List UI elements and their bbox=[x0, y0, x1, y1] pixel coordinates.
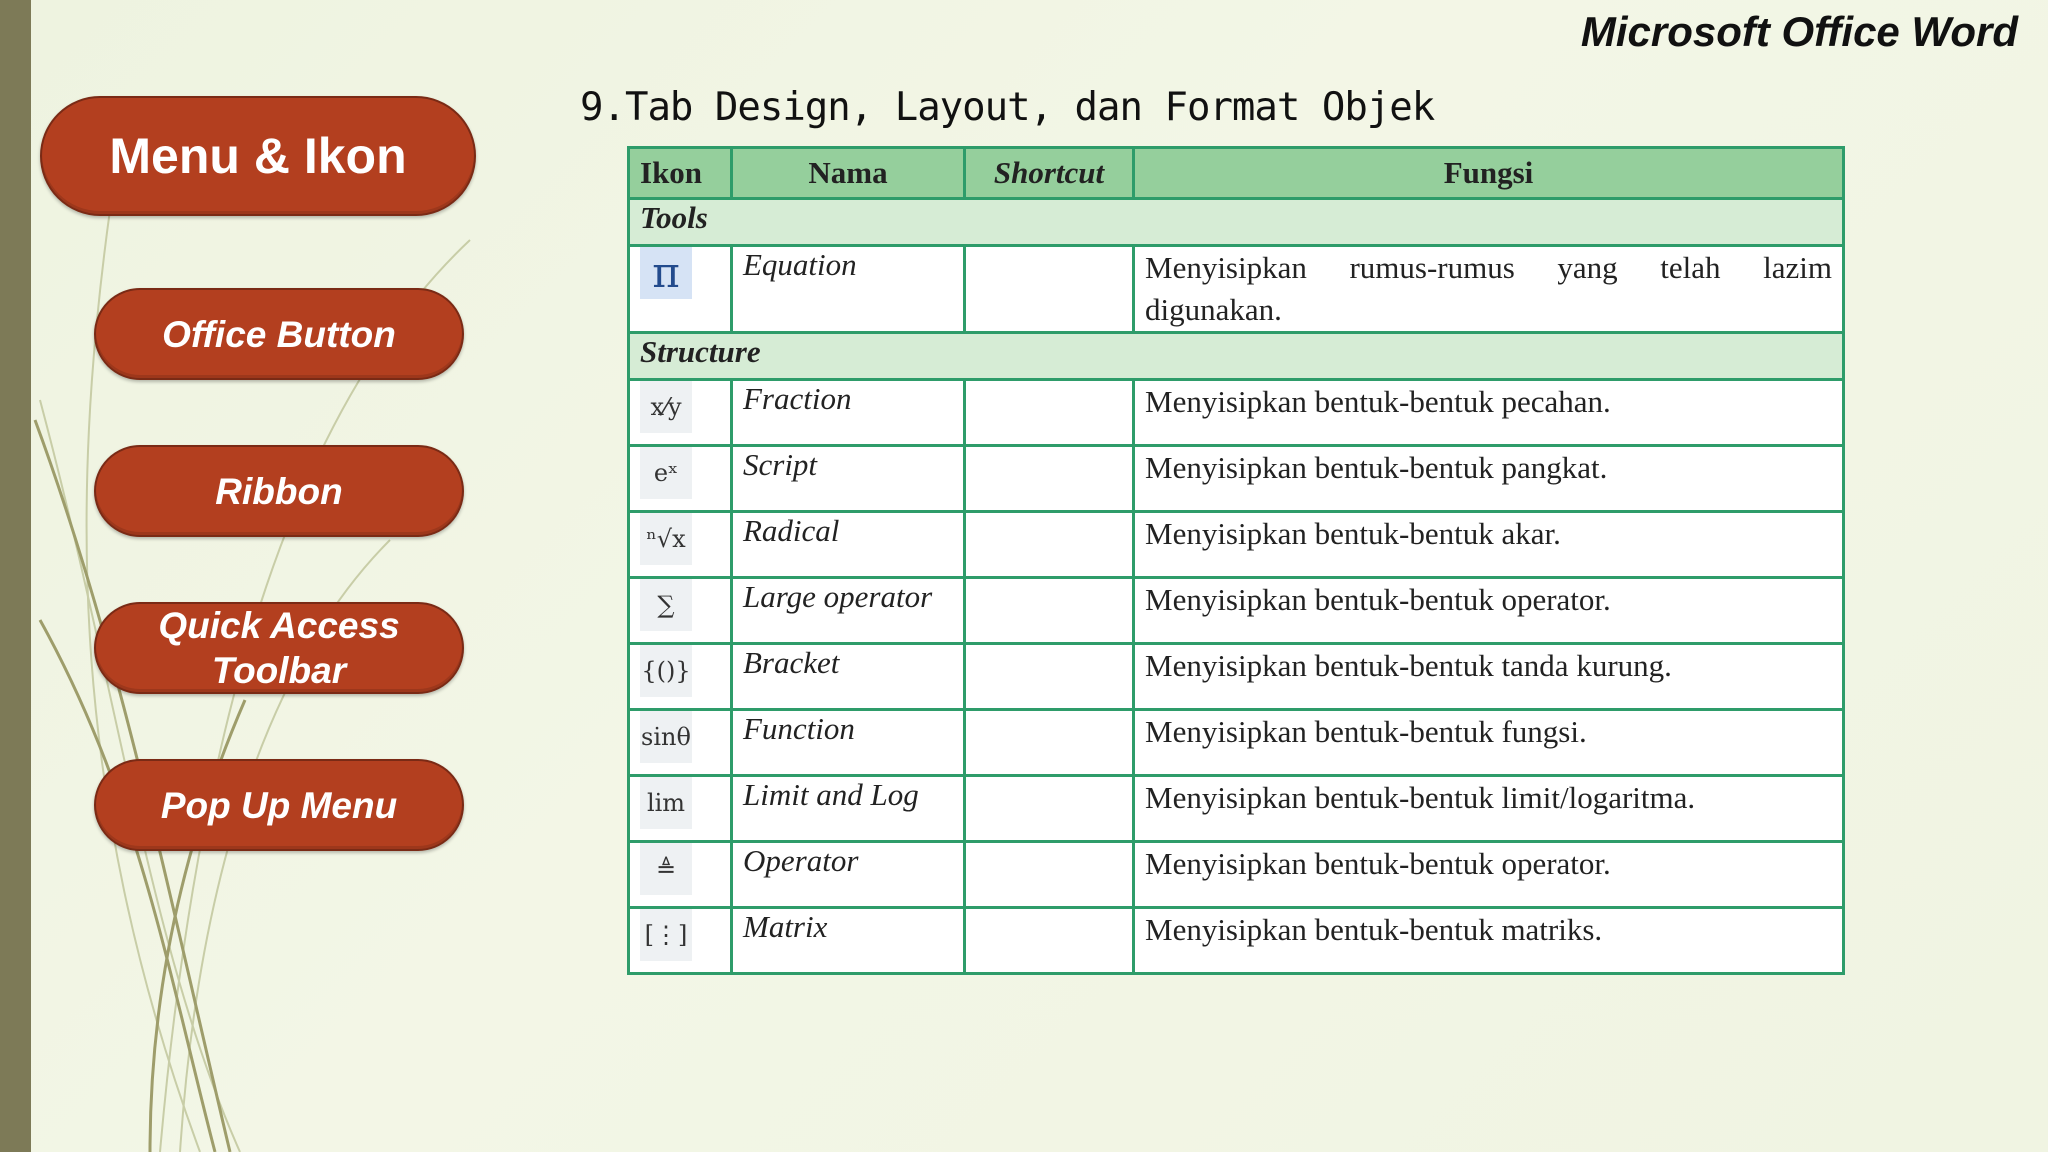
table-header-row bbox=[629, 148, 1844, 199]
shortcut-cell bbox=[965, 446, 1134, 512]
icon-cell bbox=[629, 512, 732, 578]
icon-cell bbox=[629, 246, 732, 333]
pi-icon: π bbox=[640, 247, 692, 299]
shortcut-cell bbox=[965, 246, 1134, 333]
header-fungsi: Fungsi bbox=[1134, 148, 1844, 199]
ribbon-nav[interactable]: Ribbon bbox=[94, 445, 464, 537]
table-row bbox=[629, 908, 1844, 974]
name-cell: Bracket bbox=[732, 644, 965, 710]
icon-cell bbox=[629, 842, 732, 908]
icon-cell bbox=[629, 446, 732, 512]
office-button-nav[interactable]: Office Button bbox=[94, 288, 464, 380]
name-cell: Function bbox=[732, 710, 965, 776]
function-cell: Menyisipkan bentuk-bentuk akar. bbox=[1134, 512, 1844, 578]
header-shortcut: Shortcut bbox=[965, 148, 1134, 199]
matrix-icon: [⋮] bbox=[640, 909, 692, 961]
function-cell: Menyisipkan bentuk-bentuk fungsi. bbox=[1134, 710, 1844, 776]
name-cell: Fraction bbox=[732, 380, 965, 446]
bracket-icon: {()} bbox=[640, 645, 692, 697]
section-label: Structure bbox=[629, 333, 1844, 380]
table-row bbox=[629, 380, 1844, 446]
shortcut-cell bbox=[965, 644, 1134, 710]
function-cell: Menyisipkan bentuk-bentuk operator. bbox=[1134, 578, 1844, 644]
table-row bbox=[629, 578, 1844, 644]
name-cell: Radical bbox=[732, 512, 965, 578]
icon-cell bbox=[629, 776, 732, 842]
table-row bbox=[629, 446, 1844, 512]
icon-cell bbox=[629, 644, 732, 710]
function-icon: sinθ bbox=[640, 711, 692, 763]
shortcut-cell bbox=[965, 776, 1134, 842]
function-table bbox=[627, 146, 1845, 975]
fraction-icon: x⁄y bbox=[640, 381, 692, 433]
table-row bbox=[629, 644, 1844, 710]
section-heading: 9.Tab Design, Layout, dan Format Objek bbox=[580, 85, 1435, 130]
quick-access-toolbar-nav[interactable]: Quick Access Toolbar bbox=[94, 602, 464, 694]
section-label: Tools bbox=[629, 199, 1844, 246]
name-cell: Script bbox=[732, 446, 965, 512]
table-row bbox=[629, 842, 1844, 908]
function-cell: Menyisipkan bentuk-bentuk pangkat. bbox=[1134, 446, 1844, 512]
header-ikon: Ikon bbox=[629, 148, 732, 199]
header-nama: Nama bbox=[732, 148, 965, 199]
section-row-tools bbox=[629, 199, 1844, 246]
name-cell: Large operator bbox=[732, 578, 965, 644]
table-row bbox=[629, 710, 1844, 776]
operator-icon: ≜ bbox=[640, 843, 692, 895]
function-cell: Menyisipkan bentuk-bentuk tanda kurung. bbox=[1134, 644, 1844, 710]
slide-title: Microsoft Office Word bbox=[1580, 8, 2018, 55]
function-cell: Menyisipkan bentuk-bentuk matriks. bbox=[1134, 908, 1844, 974]
icon-cell bbox=[629, 380, 732, 446]
shortcut-cell bbox=[965, 710, 1134, 776]
shortcut-cell bbox=[965, 842, 1134, 908]
name-cell: Matrix bbox=[732, 908, 965, 974]
name-cell: Equation bbox=[732, 246, 965, 333]
icon-cell bbox=[629, 908, 732, 974]
name-cell: Limit and Log bbox=[732, 776, 965, 842]
table-row bbox=[629, 246, 1844, 333]
icon-cell bbox=[629, 578, 732, 644]
pop-up-menu-nav[interactable]: Pop Up Menu bbox=[94, 759, 464, 851]
section-row-structure bbox=[629, 333, 1844, 380]
icon-cell bbox=[629, 710, 732, 776]
table-row bbox=[629, 776, 1844, 842]
menu-ikon-button[interactable]: Menu & Ikon bbox=[40, 96, 476, 216]
shortcut-cell bbox=[965, 380, 1134, 446]
shortcut-cell bbox=[965, 908, 1134, 974]
function-cell: Menyisipkan rumus-rumus yang telah lazim digunakan. bbox=[1134, 246, 1844, 333]
name-cell: Operator bbox=[732, 842, 965, 908]
function-cell: Menyisipkan bentuk-bentuk limit/logaritma. bbox=[1134, 776, 1844, 842]
function-cell: Menyisipkan bentuk-bentuk pecahan. bbox=[1134, 380, 1844, 446]
script-icon: eˣ bbox=[640, 447, 692, 499]
table-row bbox=[629, 512, 1844, 578]
limit-icon: lim bbox=[640, 777, 692, 829]
large-operator-icon: ∑ bbox=[640, 579, 692, 631]
shortcut-cell bbox=[965, 512, 1134, 578]
radical-icon: ⁿ√x bbox=[640, 513, 692, 565]
shortcut-cell bbox=[965, 578, 1134, 644]
function-cell: Menyisipkan bentuk-bentuk operator. bbox=[1134, 842, 1844, 908]
